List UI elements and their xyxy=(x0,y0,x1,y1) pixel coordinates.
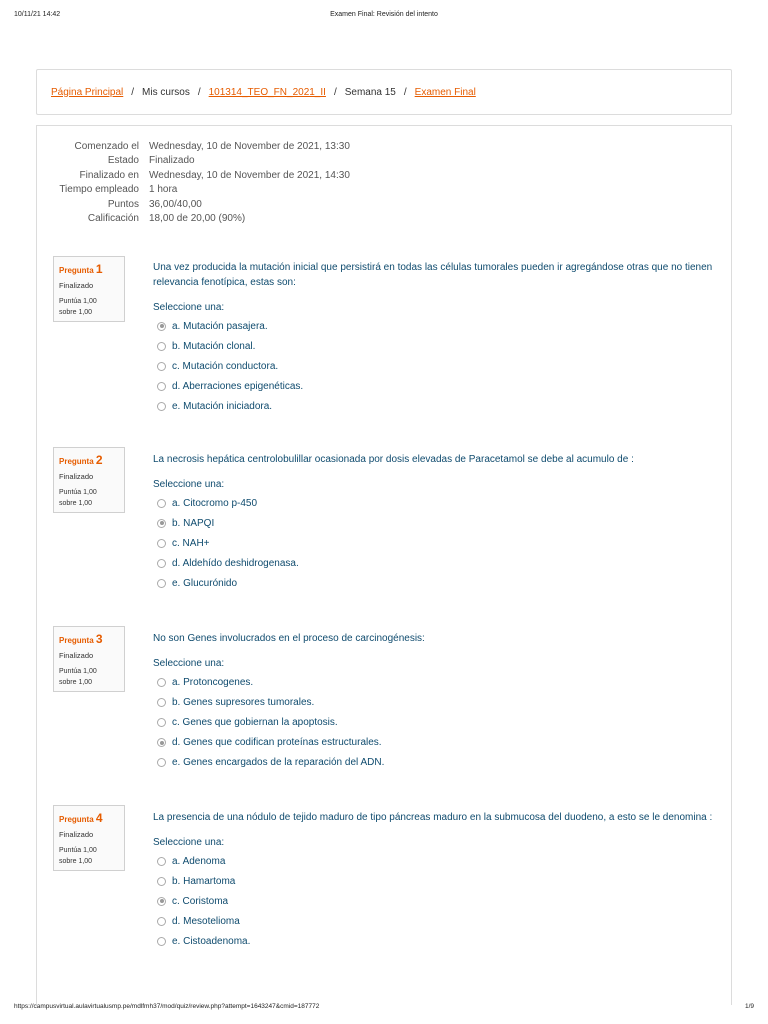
question-text: La presencia de una nódulo de tejido maduro de tipo páncreas maduro en la submucosa del duodeno, a esto se le denomina : xyxy=(153,812,713,823)
question-state: Finalizado xyxy=(59,651,94,660)
question-content xyxy=(153,810,713,952)
radio-button[interactable] xyxy=(157,718,166,727)
answer-option[interactable]: b. Hamartoma xyxy=(153,871,713,891)
summary-label: Comenzado el xyxy=(74,141,139,152)
breadcrumb-home-link[interactable]: Página Principal xyxy=(51,86,124,98)
radio-button[interactable] xyxy=(157,877,166,886)
breadcrumb-my-courses: Mis cursos xyxy=(142,86,190,98)
answer-option[interactable]: d. Mesotelioma xyxy=(153,912,713,932)
answer-option[interactable]: c. Mutación conductora. xyxy=(153,356,713,376)
answer-option[interactable]: c. NAH+ xyxy=(153,533,713,553)
question-content xyxy=(153,452,713,594)
question-grade: Puntúa 1,00 sobre 1,00 xyxy=(59,298,97,316)
answer-option[interactable]: c. Genes que gobiernan la apoptosis. xyxy=(153,712,713,732)
question-text: La necrosis hepática centrolobulillar ocasionada por dosis elevadas de Paracetamol se debe al acumulo de : xyxy=(153,454,634,465)
radio-button[interactable] xyxy=(157,402,166,411)
question-prompt: Seleccione una: xyxy=(153,479,225,490)
answer-option[interactable]: e. Mutación iniciadora. xyxy=(153,397,713,417)
summary-value: 1 hora xyxy=(149,184,178,196)
summary-value: Finalizado xyxy=(149,155,195,167)
radio-button[interactable] xyxy=(157,579,166,588)
radio-button[interactable] xyxy=(157,698,166,707)
answer-list xyxy=(153,851,713,952)
answer-option[interactable]: a. Adenoma xyxy=(153,851,713,871)
answer-option[interactable]: e. Cistoadenoma. xyxy=(153,932,713,952)
breadcrumb-course-link[interactable]: 101314_TEO_FN_2021_II xyxy=(208,86,326,98)
quiz-review-region xyxy=(36,125,732,1005)
question-grade: Puntúa 1,00 sobre 1,00 xyxy=(59,847,97,865)
question-text: Una vez producida la mutación inicial que persistirá en todas las células tumorales pueden ir agregándose otras que no tienen relevancia fenotípica, estas son: xyxy=(153,262,713,288)
breadcrumb xyxy=(36,69,732,115)
question-state: Finalizado xyxy=(59,830,94,839)
summary-value: 36,00/40,00 xyxy=(149,198,202,210)
radio-button[interactable] xyxy=(157,499,166,508)
answer-option[interactable]: d. Genes que codifican proteínas estructurales. xyxy=(153,733,713,753)
summary-row-marks xyxy=(37,198,437,212)
summary-label: Calificación xyxy=(87,213,139,225)
radio-button-selected[interactable] xyxy=(157,322,166,331)
summary-value: 18,00 de 20,00 (90%) xyxy=(149,213,246,225)
breadcrumb-separator: / xyxy=(333,86,337,98)
print-timestamp: 10/11/21 14:42 xyxy=(14,11,61,18)
breadcrumb-separator: / xyxy=(131,86,135,98)
question-prompt: Seleccione una: xyxy=(153,302,225,313)
question-prompt: Seleccione una: xyxy=(153,837,225,848)
breadcrumb-week: Semana 15 xyxy=(344,86,396,98)
answer-option[interactable]: c. Coristoma xyxy=(153,891,713,911)
summary-row-started xyxy=(37,140,437,154)
summary-value: Wednesday, 10 de November de 2021, 13:30 xyxy=(149,141,350,152)
question-info-box xyxy=(53,626,125,692)
summary-label: Puntos xyxy=(107,198,139,210)
radio-button[interactable] xyxy=(157,382,166,391)
answer-list xyxy=(153,672,713,773)
question-number: Pregunta 2 xyxy=(59,453,103,467)
answer-option[interactable]: a. Protoncogenes. xyxy=(153,672,713,692)
radio-button[interactable] xyxy=(157,678,166,687)
answer-list xyxy=(153,316,713,417)
radio-button-selected[interactable] xyxy=(157,738,166,747)
radio-button[interactable] xyxy=(157,937,166,946)
answer-option[interactable]: e. Glucurónido xyxy=(153,574,713,594)
print-header xyxy=(0,11,768,23)
radio-button[interactable] xyxy=(157,758,166,767)
question-number: Pregunta 3 xyxy=(59,632,103,646)
answer-option[interactable]: d. Aldehído deshidrogenasa. xyxy=(153,554,713,574)
radio-button[interactable] xyxy=(157,342,166,351)
breadcrumb-exam-link[interactable]: Examen Final xyxy=(414,86,476,98)
summary-row-finished xyxy=(37,169,437,183)
question-grade: Puntúa 1,00 sobre 1,00 xyxy=(59,668,97,686)
question-state: Finalizado xyxy=(59,472,94,481)
question-prompt: Seleccione una: xyxy=(153,658,225,669)
print-page-number: 1/9 xyxy=(744,1003,754,1010)
print-url: https://campusvirtual.aulavirtualusmp.pe/mdlfmh37/mod/quiz/review.php?attempt=1643247&cmid=187772 xyxy=(14,1003,320,1010)
summary-label: Finalizado en xyxy=(79,169,139,181)
breadcrumb-separator: / xyxy=(197,86,201,98)
answer-option[interactable]: b. Mutación clonal. xyxy=(153,336,713,356)
answer-option[interactable]: e. Genes encargados de la reparación del ADN. xyxy=(153,753,713,773)
question-info-box xyxy=(53,447,125,513)
summary-label: Tiempo empleado xyxy=(59,184,139,196)
question-info-box xyxy=(53,805,125,871)
answer-option[interactable]: d. Aberraciones epigenéticas. xyxy=(153,377,713,397)
question-grade: Puntúa 1,00 sobre 1,00 xyxy=(59,489,97,507)
radio-button[interactable] xyxy=(157,917,166,926)
radio-button-selected[interactable] xyxy=(157,519,166,528)
answer-option[interactable]: b. Genes supresores tumorales. xyxy=(153,692,713,712)
answer-option[interactable]: b. NAPQI xyxy=(153,513,713,533)
question-content xyxy=(153,631,713,773)
question-content xyxy=(153,260,713,417)
radio-button[interactable] xyxy=(157,362,166,371)
print-footer xyxy=(0,1003,768,1015)
question-number: Pregunta 4 xyxy=(59,811,103,825)
question-state: Finalizado xyxy=(59,281,94,290)
answer-option[interactable]: a. Citocromo p-450 xyxy=(153,493,713,513)
summary-row-state xyxy=(37,154,437,168)
answer-option[interactable]: a. Mutación pasajera. xyxy=(153,316,713,336)
print-title: Examen Final: Revisión del intento xyxy=(330,11,438,18)
summary-value: Wednesday, 10 de November de 2021, 14:30 xyxy=(149,169,350,181)
attempt-summary-table xyxy=(37,140,437,226)
answer-list xyxy=(153,493,713,594)
breadcrumb-separator: / xyxy=(403,86,407,98)
question-number: Pregunta 1 xyxy=(59,262,103,276)
question-info-box xyxy=(53,256,125,322)
question-text: No son Genes involucrados en el proceso de carcinogénesis: xyxy=(153,633,425,644)
summary-label: Estado xyxy=(107,155,139,167)
radio-button[interactable] xyxy=(157,559,166,568)
summary-row-grade xyxy=(37,212,437,226)
radio-button[interactable] xyxy=(157,539,166,548)
radio-button[interactable] xyxy=(157,857,166,866)
summary-row-time-taken xyxy=(37,183,437,197)
radio-button-selected[interactable] xyxy=(157,897,166,906)
